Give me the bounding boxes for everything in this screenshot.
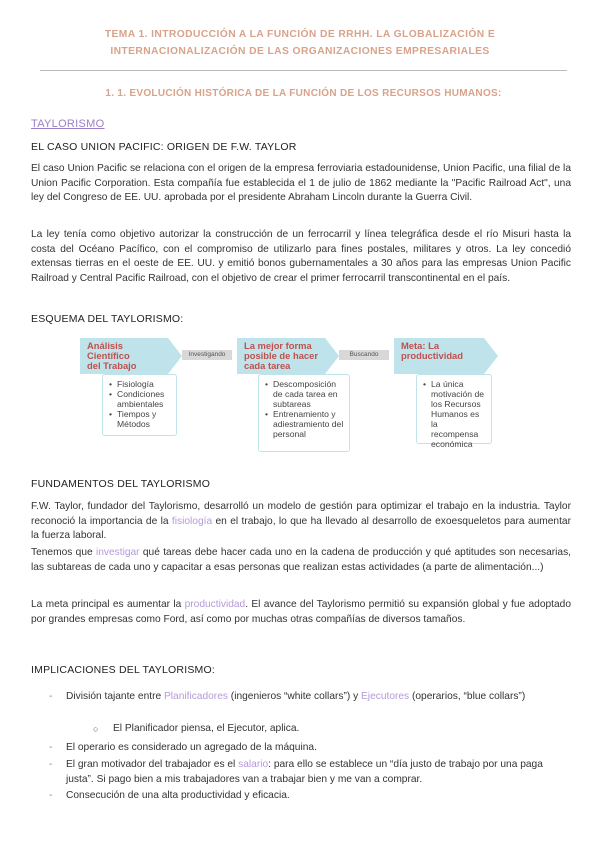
diagram-box-meta-line-1: Meta: La	[401, 340, 440, 351]
text-run: en el trabajo, lo que ha llevado al desarrollo de exoesqueletos para aumentar la fuerza laboral.	[31, 515, 571, 542]
diagram-connector-buscando: Buscando	[339, 350, 389, 360]
text-run: : para ello se establece un “día justo de trabajo por una paga justa”. Si pago bien a mis trabajadores van a trabajar bien y me van a comprar.	[66, 759, 543, 785]
highlight-planificadores: Planificadores	[163, 691, 228, 702]
diagram-sub-item: • Descomposición de cada tarea en subtareas	[265, 379, 345, 409]
diagram-sub-item: • Tiempos y Métodos	[109, 409, 172, 429]
document-title-line-1: TEMA 1. INTRODUCCIÓN A LA FUNCIÓN DE RRHH. LA GLOBALIZACIÓN E	[104, 29, 496, 40]
diagram-connector-investigando: Investigando	[182, 350, 232, 360]
diagram-sub-item: • Entrenamiento y adiestramiento del personal	[265, 409, 345, 439]
text-run: División tajante entre	[66, 691, 164, 702]
text-run: El gran motivador del trabajador es el	[66, 759, 239, 770]
diagram-sub-item: • Condiciones ambientales	[109, 389, 172, 409]
document-title-line-2: INTERNACIONALIZACIÓN DE LAS ORGANIZACIONES EMPRESARIALES	[110, 46, 490, 57]
diagram-sub-item: • La única motivación de los Recursos Humanos es la recompensa económica	[423, 379, 487, 449]
highlight-productividad: productividad	[184, 599, 246, 610]
section-title: 1. 1. EVOLUCIÓN HISTÓRICA DE LA FUNCIÓN DE LOS RECURSOS HUMANOS:	[105, 88, 502, 99]
diagram-sub-meta	[416, 374, 492, 449]
text-run: Tenemos que	[31, 547, 96, 558]
diagram-sub-analisis	[102, 374, 177, 436]
diagram-arrow-1	[168, 338, 182, 374]
diagram-box-mejor-forma-line-2: posible de hacer	[244, 350, 318, 361]
diagram-box-analisis	[80, 338, 168, 374]
title-divider	[40, 70, 567, 71]
diagram-box-mejor-forma	[237, 338, 325, 374]
paragraph-fundamentos-2	[31, 546, 571, 575]
diagram-arrow-2	[325, 338, 339, 374]
dash-bullet: -	[49, 790, 53, 801]
taylorismo-link[interactable]: TAYLORISMO	[31, 118, 105, 130]
highlight-salario: salario	[238, 759, 269, 770]
diagram-box-analisis-line-2: del Trabajo	[87, 360, 137, 371]
implicaciones-heading: IMPLICACIONES DEL TAYLORISMO:	[31, 664, 215, 676]
diagram-arrow-3	[484, 338, 498, 374]
diagram-box-mejor-forma-line-1: La mejor forma	[244, 340, 312, 351]
union-pacific-heading: EL CASO UNION PACIFIC: ORIGEN DE F.W. TAYLOR	[31, 141, 297, 153]
esquema-heading: ESQUEMA DEL TAYLORISMO:	[31, 313, 184, 325]
diagram-box-mejor-forma-line-3: cada tarea	[244, 360, 291, 371]
highlight-fisiologia: fisiología	[171, 515, 213, 527]
dash-bullet: -	[49, 759, 53, 770]
highlight-investigar: investigar	[95, 547, 140, 558]
diagram-sub-mejor-forma	[258, 374, 350, 452]
dash-bullet: -	[49, 742, 53, 753]
highlight-ejecutores: Ejecutores	[361, 691, 410, 702]
text-run: (ingenieros “white collars”) y	[227, 691, 362, 702]
diagram-sub-item: • Fisiología	[109, 379, 172, 389]
text-run: F.W. Taylor, fundador del Taylorismo, desarrolló un modelo de gestión para optimizar el trabajo en la industria. Taylor reconoció la importancia de la	[31, 501, 571, 527]
list-item-text	[66, 690, 571, 705]
diagram-box-meta	[394, 338, 484, 374]
paragraph-fundamentos-1	[31, 500, 571, 544]
document-title	[40, 26, 560, 60]
list-item-text: El operario es considerado un agregado de la máquina.	[66, 742, 317, 753]
diagram-box-meta-line-2: productividad	[401, 350, 463, 361]
diagram-box-analisis-line-1: Análisis Científico	[87, 340, 130, 361]
circle-bullet-icon: ○	[93, 724, 99, 734]
dash-bullet: -	[49, 691, 53, 702]
list-item-text: Consecución de una alta productividad y eficacia.	[66, 790, 290, 801]
fundamentos-heading: FUNDAMENTOS DEL TAYLORISMO	[31, 478, 211, 490]
taylorismo-diagram	[80, 338, 520, 453]
text-run: (operarios, “blue collars”)	[409, 691, 526, 702]
paragraph-fundamentos-3	[31, 598, 571, 627]
paragraph-union-pacific-2: La ley tenía como objetivo autorizar la construcción de un ferrocarril y línea telegráfica desde el río Misuri hasta la costa del Océano Pacífico, con el compromiso de utilizarlo para fines postales, militares y otros. La ley concedió extensas tierras en el oeste de EE. UU. y emitió bonos gubernamentales a 30 años para las empresas Union Pacific Railroad y Central Pacific Railroad, con el objetivo de crear el primer ferrocarril transcontinental en el país.	[31, 229, 571, 284]
paragraph-union-pacific-1: El caso Union Pacific se relaciona con el origen de la empresa ferroviaria estadounidense, Union Pacific, una filial de la Union Pacific Corporation. Esta compañía fue establecida el 1 de julio de 1862 mediante la "Pacific Railroad Act", una ley del Congreso de EE. UU. aprobada por el presidente Abraham Lincoln durante la Guerra Civil.	[31, 163, 571, 204]
text-run: . El avance del Taylorismo permitió su expansión global y fue adoptado por grandes empresas como Ford, así como por muchas otras compañías de diversos tamaños.	[31, 599, 572, 625]
text-run: La meta principal es aumentar la	[31, 599, 185, 610]
list-sub-item-text: El Planificador piensa, el Ejecutor, aplica.	[113, 723, 300, 734]
text-run: qué tareas debe hacer cada uno en la cadena de producción y qué aptitudes son necesarias, las subtareas de cada uno y capacitar a esas personas que realizan estas actividades (a parte de alimentación...)	[31, 547, 571, 573]
list-item-text	[66, 758, 571, 787]
